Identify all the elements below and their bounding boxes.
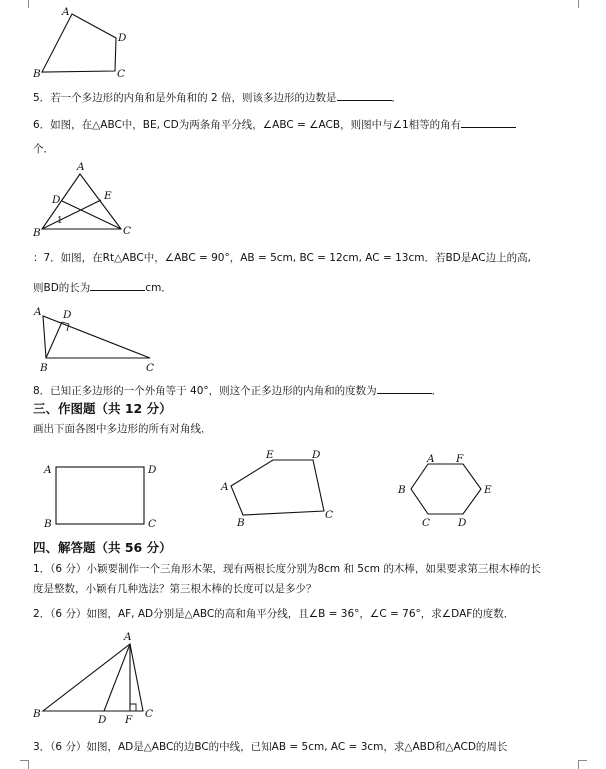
figure-problem2-triangle [32,631,153,726]
question-8-tail: ． [431,385,443,397]
problem-2: 2．（6 分）如图，AF, AD分别是△ABC的高和角平分线，且∠B = 36°，∠C = 76°，求∠DAF的度数． [33,608,515,620]
figure-q6-triangle [32,161,131,239]
question-6-text: 6．如图，在△ABC中，BE, CD为两条角平分线，∠ABC = ∠ACB，则图中与∠1相等的角有 [33,119,462,131]
label-q6-a: A [77,161,85,173]
label-rect-c: C [148,518,157,530]
question-6 [33,116,516,132]
section-4-title: 四、解答题（共 56 分） [33,540,172,555]
label-hex-e: E [484,484,492,496]
section-3-title: 三、作图题（共 12 分） [33,401,172,416]
label-p2-b: B [33,708,41,720]
label-hex-f: F [456,453,464,465]
question-6-tail: 个． [33,143,54,155]
label-q7-d: D [63,309,72,321]
label-p2-f: F [125,714,133,726]
question-8 [33,382,442,398]
answer-blank-q6[interactable] [461,116,516,128]
problem-1-line1: 1．（6 分）小颖要制作一个三角形木架，现有两根长度分别为8cm 和 5cm 的木棒，如果要求第三根木棒的长 [33,563,541,575]
section-3-instruction: 画出下面各图中多边形的所有对角线． [33,423,212,435]
label-hex-c: C [422,517,431,529]
label-q6-c: C [123,225,132,237]
label-q6-angle-1: 1 [57,216,63,226]
label-hex-a: A [427,453,435,465]
label-top-quad-c: C [117,68,126,80]
question-5-text: 5．若一个多边形的内角和是外角和的 2 倍，则该多边形的边数是 [33,92,337,104]
question-8-text: 8．已知正多边形的一个外角等于 40°，则这个正多边形的内角和的度数为 [33,385,377,397]
label-rect-d: D [148,464,157,476]
question-7-line1: ：7．如图，在Rt△ABC中，∠ABC = 90°，AB = 5cm, BC = 12cm, AC = 13cm．若BD是AC边上的高, [33,252,531,264]
label-pent-b: B [237,517,245,529]
label-p2-a: A [124,631,132,643]
label-q7-a: A [34,306,42,318]
label-rect-a: A [44,464,52,476]
question-7-line2 [33,279,172,295]
label-hex-d: D [458,517,467,529]
label-rect-b: B [44,518,52,530]
label-q7-c: C [146,362,155,374]
question-5-tail: ． [391,92,403,104]
answer-blank-q8[interactable] [377,382,432,394]
label-pent-a: A [221,481,229,493]
figure-pentagon [220,449,333,529]
label-p2-c: C [145,708,154,720]
label-pent-c: C [325,509,334,521]
label-q6-d: D [52,194,61,206]
figure-rectangle [43,464,157,530]
answer-blank-q5[interactable] [337,89,392,101]
question-7-line2-pre: 则BD的长为 [33,282,91,294]
figure-hexagon [397,453,492,529]
answer-blank-q7[interactable] [90,279,145,291]
label-top-quad-d: D [118,32,127,44]
label-q6-b: B [33,227,41,239]
label-q6-e: E [104,190,112,202]
figure-q7-right-triangle [33,306,154,374]
question-5 [33,89,402,105]
label-hex-b: B [398,484,406,496]
label-pent-e: E [266,449,274,461]
question-7-line2-post: cm． [145,282,172,294]
label-pent-d: D [312,449,321,461]
label-q7-b: B [40,362,48,374]
problem-1-line2: 度是整数，小颖有几种选法？第三根木棒的长度可以是多少？ [33,583,317,595]
label-p2-d: D [98,714,107,726]
figure-top-quadrilateral [32,6,127,80]
label-top-quad-a: A [62,6,70,18]
label-top-quad-b: B [33,68,41,80]
problem-3: 3．（6 分）如图，AD是△ABC的边BC的中线，已知AB = 5cm, AC = 3cm，求△ABD和△ACD的周长 [33,741,508,753]
